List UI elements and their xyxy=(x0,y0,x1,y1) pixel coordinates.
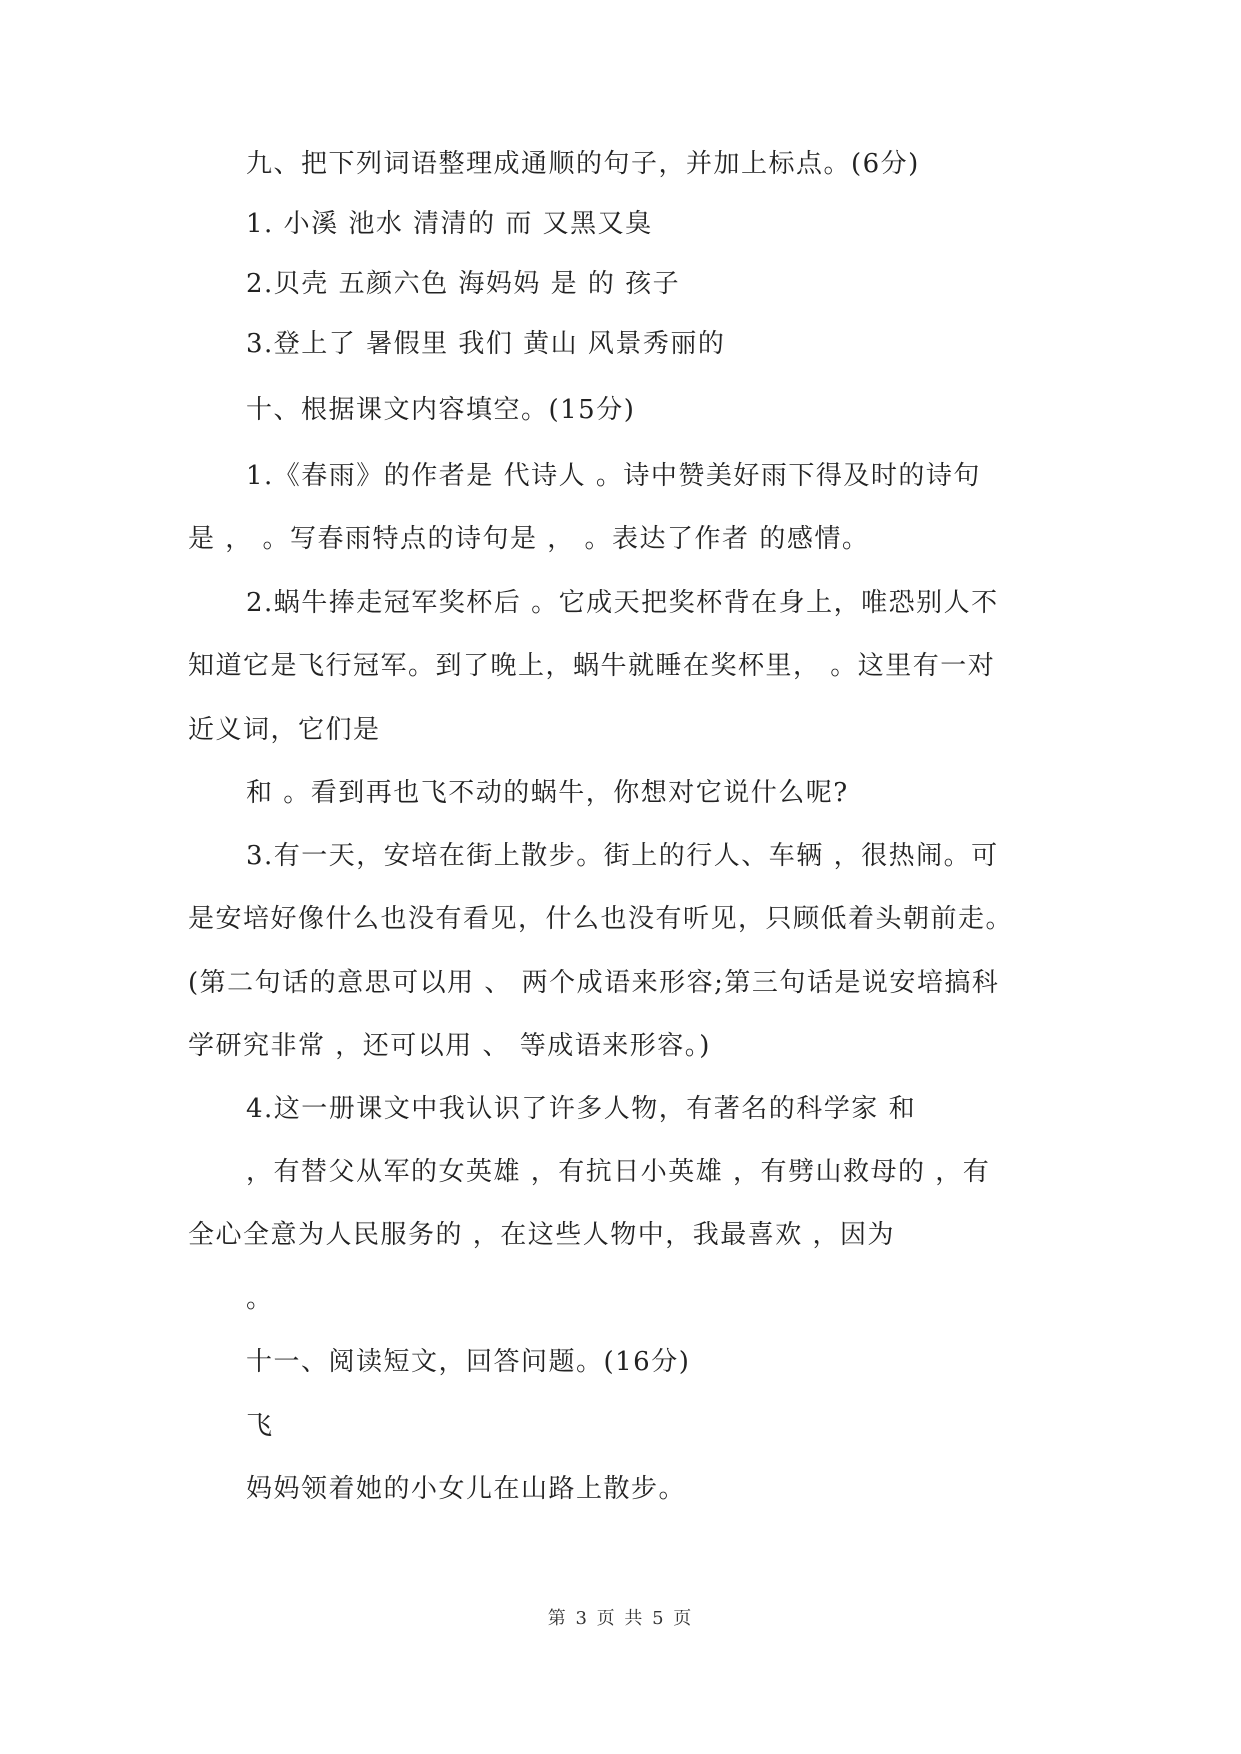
section-11-heading: 十一、阅读短文，回答问题。(16分) xyxy=(246,1347,691,1377)
question-10-4-line-4: 。 xyxy=(246,1284,274,1314)
section-10-heading: 十、根据课文内容填空。(15分) xyxy=(246,395,636,425)
page-number-footer: 第 3 页 共 5 页 xyxy=(547,1608,694,1629)
passage-line-1: 妈妈领着她的小女儿在山路上散步。 xyxy=(246,1474,687,1504)
question-9-3: 3.登上了 暑假里 我们 黄山 风景秀丽的 xyxy=(246,329,726,359)
question-10-2-line-2: 知道它是飞行冠军。到了晚上，蜗牛就睡在奖杯里， 。这里有一对 xyxy=(188,651,996,681)
question-10-1-line-2: 是 ， 。写春雨特点的诗句是 ， 。表达了作者 的感情。 xyxy=(188,524,870,554)
question-10-3-line-2: 是安培好像什么也没有看见，什么也没有听见，只顾低着头朝前走。 xyxy=(188,904,1014,934)
question-9-2: 2.贝壳 五颜六色 海妈妈 是 的 孩子 xyxy=(246,269,681,299)
question-10-3-line-1: 3.有一天，安培在街上散步。街上的行人、车辆 ，很热闹。可 xyxy=(246,841,999,871)
question-10-2-line-3: 近义词，它们是 xyxy=(188,715,381,745)
question-10-3-line-3: (第二句话的意思可以用 、 两个成语来形容;第三句话是说安培搞科 xyxy=(188,968,1000,998)
question-9-1: 1. 小溪 池水 清清的 而 又黑又臭 xyxy=(246,209,653,239)
question-10-4-line-2: ，有替父从军的女英雄 ，有抗日小英雄 ，有劈山救母的 ，有 xyxy=(246,1157,991,1187)
question-10-3-line-4: 学研究非常 ，还可以用 、 等成语来形容。) xyxy=(188,1031,711,1061)
question-10-2-line-4: 和 。看到再也飞不动的蜗牛，你想对它说什么呢? xyxy=(246,778,849,808)
question-10-4-line-1: 4.这一册课文中我认识了许多人物，有著名的科学家 和 xyxy=(246,1094,917,1124)
question-10-2-line-1: 2.蜗牛捧走冠军奖杯后 。它成天把奖杯背在身上，唯恐别人不 xyxy=(246,588,999,618)
passage-title: 飞 xyxy=(246,1411,274,1441)
section-9-heading: 九、把下列词语整理成通顺的句子，并加上标点。(6分) xyxy=(246,149,920,179)
question-10-1-line-1: 1.《春雨》的作者是 代诗人 。诗中赞美好雨下得及时的诗句 xyxy=(246,461,981,491)
question-10-4-line-3: 全心全意为人民服务的 ，在这些人物中，我最喜欢 ，因为 xyxy=(188,1220,896,1250)
